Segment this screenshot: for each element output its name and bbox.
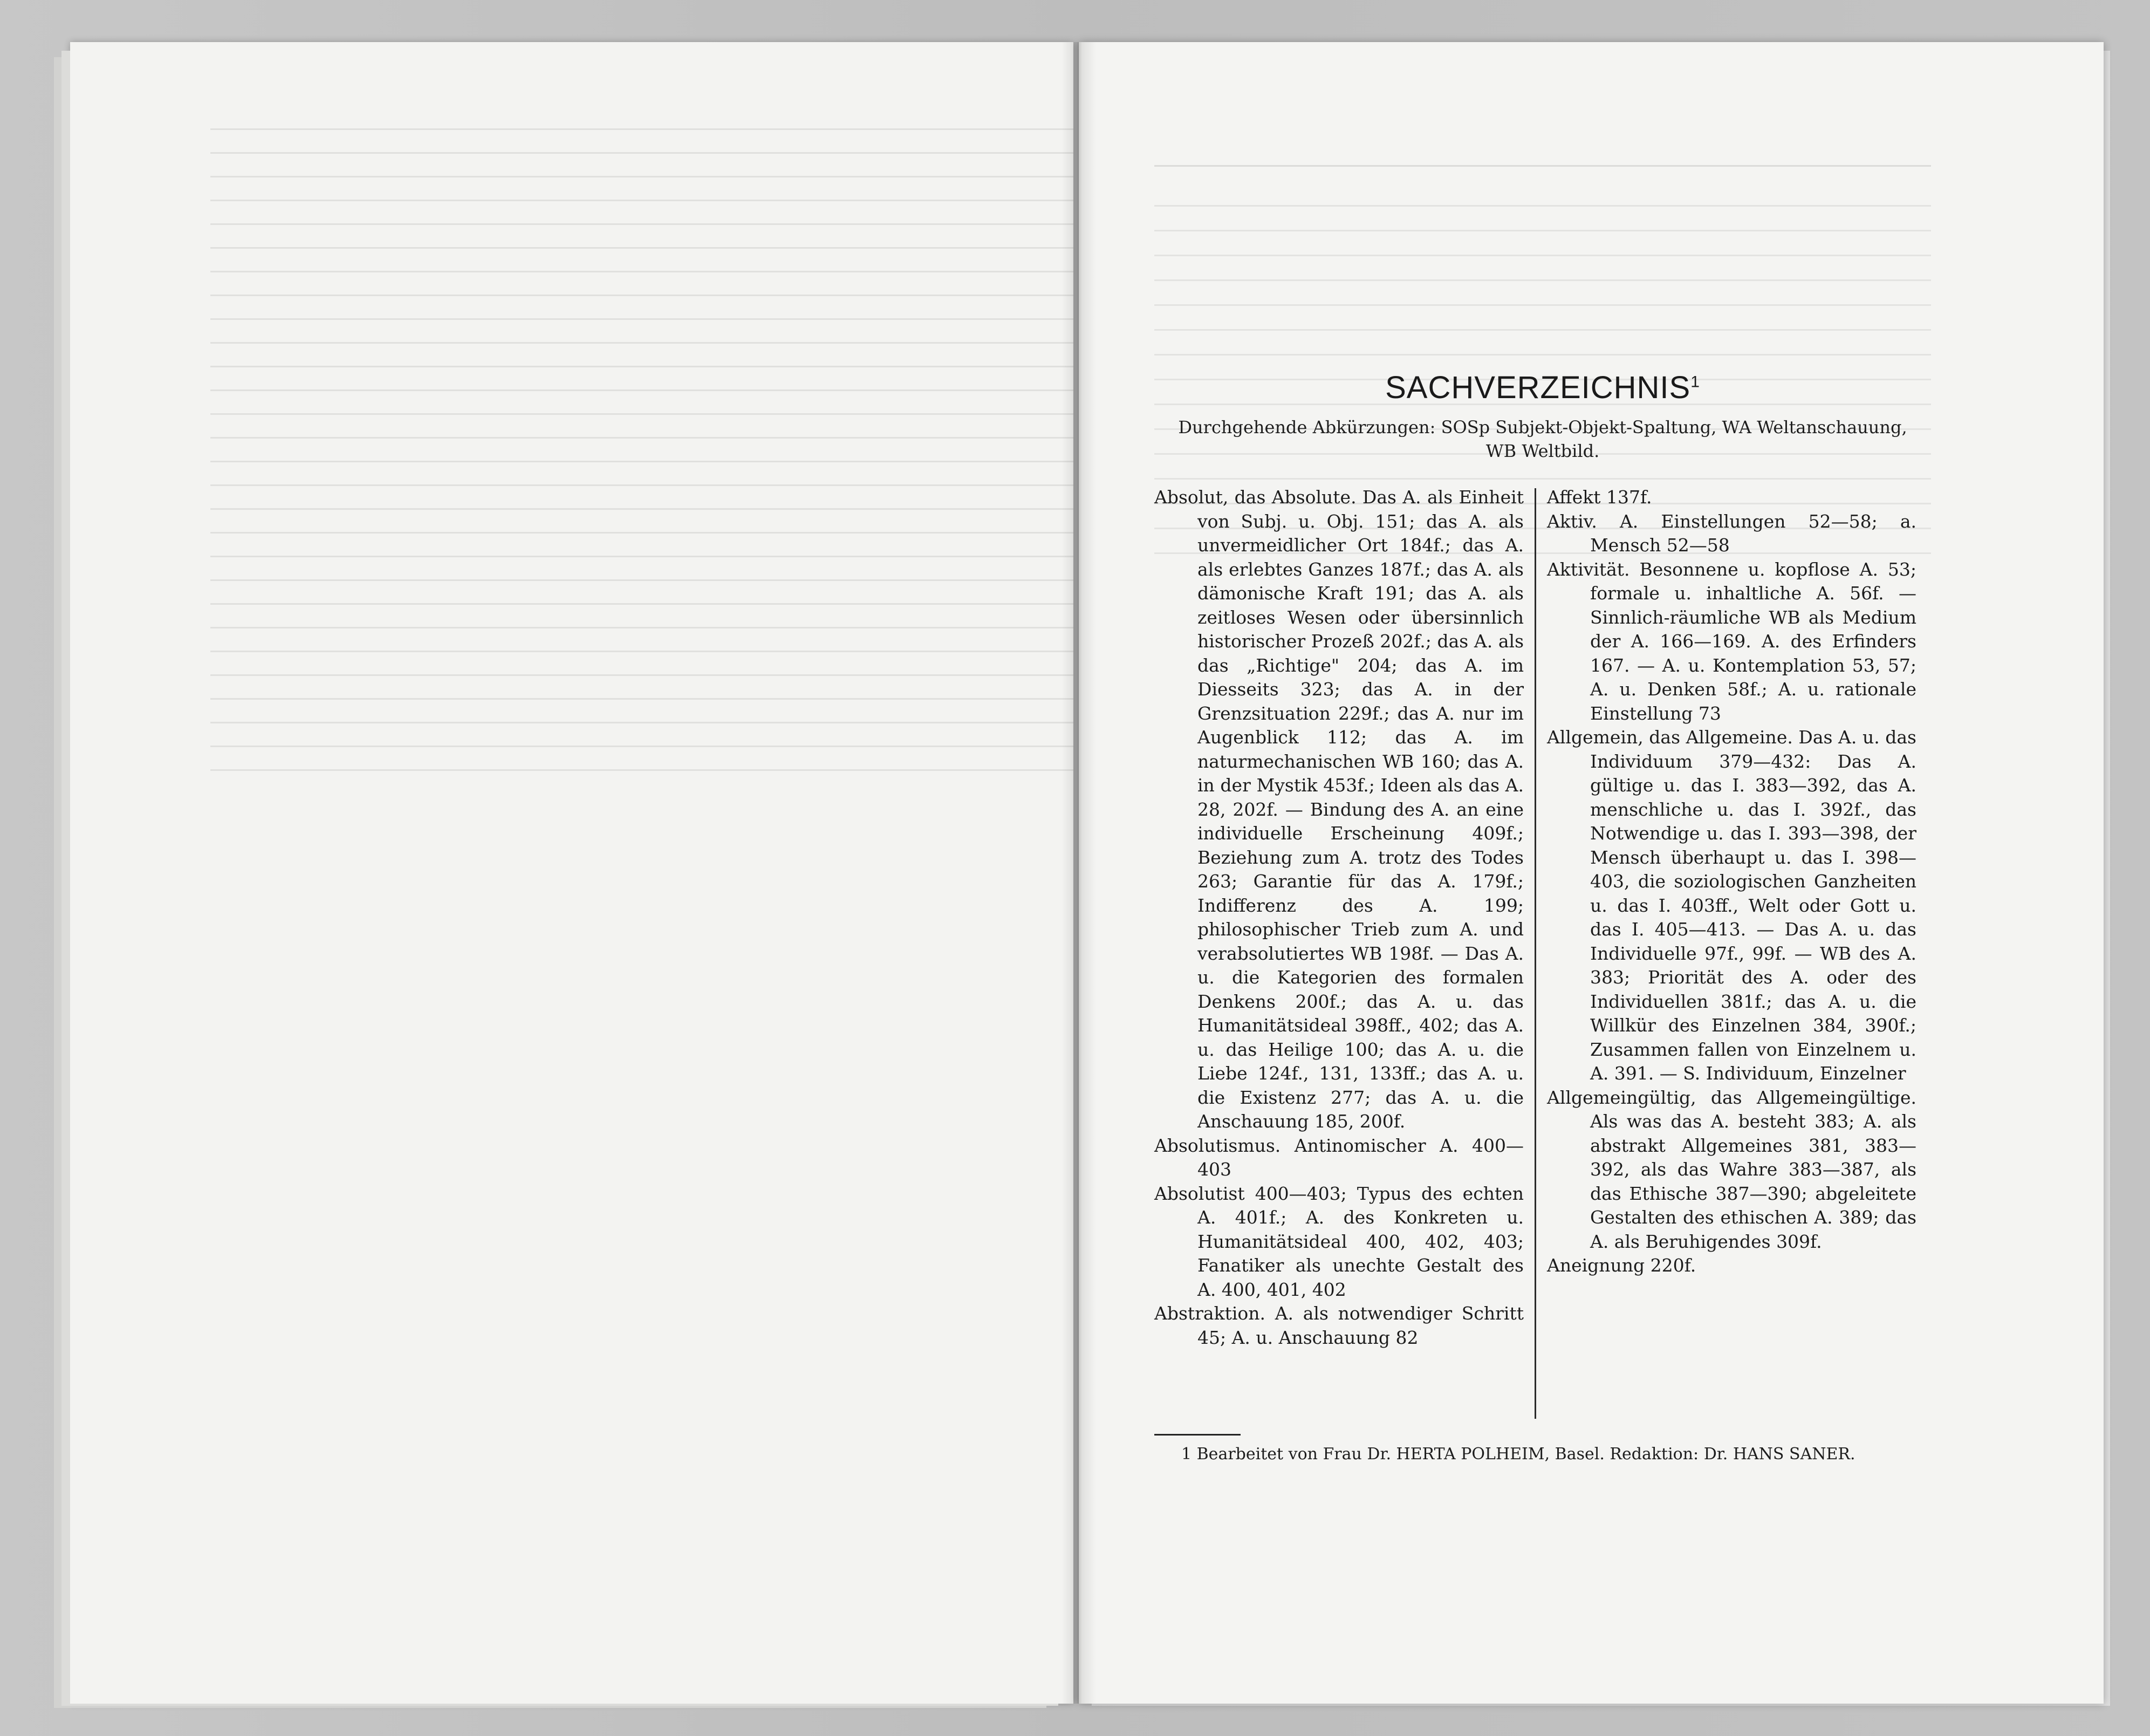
abbreviations-note <box>1154 415 1931 463</box>
left-page-blank <box>70 42 1073 1704</box>
index-entry: Allgemeingültig, das Allgemeingültige. Als was das A. besteht 383; A. als abstrakt Allgemeines 381, 383—392, als das Wahre 383—387, als das Ethische 387—390; abgeleitete Gestalten des ethischen A. 389; das A. als Beruhigendes 309f. <box>1547 1086 1916 1252</box>
title-footnote-mark: 1 <box>1690 373 1700 391</box>
bleed-through-text <box>210 128 1073 776</box>
footnote-rule <box>1154 1434 1241 1436</box>
index-entry: Absolutist 400—403; Typus des echten A. 401f.; A. des Konkreten u. Humanitätsideal 400, 402, 403; Fanatiker als unechte Gestalt des A. 400, 401, 402 <box>1154 1183 1524 1300</box>
book-gutter <box>1062 42 1096 1704</box>
index-column-left <box>1154 486 1524 1350</box>
index-entry: Allgemein, das Allgemeine. Das A. u. das Individuum 379—432: Das A. gültige u. das I. 383—392, das A. menschliche u. das I. 392f., das Notwendige u. das I. 393—398, der Mensch überhaupt u. das I. 398—403, die soziologischen Ganzheiten u. das I. 403ff., Welt oder Gott u. das I. 405—413. — Das A. u. das Individuelle 97f., 99f. — WB des A. 383; Priorität des A. oder des Individuellen 381f.; das A. u. die Willkür des Einzelnen 384, 390f.; Zusammen fallen von Einzelnem u. A. 391. — S. Individuum, Einzelner <box>1547 727 1916 1084</box>
page-title: SACHVERZEICHNIS$^1$ <box>1385 370 1700 405</box>
index-column-right <box>1547 486 1916 1278</box>
index-entry: Aneignung 220f. <box>1547 1255 1696 1276</box>
index-entry: Absolut, das Absolute. Das A. als Einheit von Subj. u. Obj. 151; das A. als unvermeidlicher Ort 184f.; das A. als erlebtes Ganzes 187f.; das A. als dämonische Kraft 191; das A. als zeitloses Wesen oder übersinnlich historischer Prozeß 202f.; das A. als das „Richtige" 204; das A. im Diesseits 323; das A. in der Grenzsituation 229f.; das A. nur im Augenblick 112; das A. im naturmechanischen WB 160; das A. in der Mystik 453f.; Ideen als das A. 28, 202f. — Bindung des A. an eine individuelle Erscheinung 409f.; Beziehung zum A. trotz des Todes 263; Garantie für das A. 179f.; Indifferenz des A. 199; philosophischer Trieb zum A. und verabsolutiertes WB 198f. — Das A. u. die Kategorien des formalen Denkens 200f.; das A. u. das Humanitätsideal 398ff., 402; das A. u. das Heilige 100; das A. u. die Liebe 124f., 131, 133ff.; das A. u. die Existenz 277; das A. u. die Anschauung 185, 200f. <box>1154 487 1524 1132</box>
index-entry: Aktiv. A. Einstellungen 52—58; a. Mensch 52—58 <box>1547 510 1916 556</box>
index-entry: Aktivität. Besonnene u. kopflose A. 53; formale u. inhaltliche A. 56f. — Sinnlich-räumliche WB als Medium der A. 166—169. A. des Erfinders 167. — A. u. Kontemplation 53, 57; A. u. Denken 58f.; A. u. rationale Einstellung 73 <box>1547 558 1916 724</box>
bleed-through-running-head <box>1154 146 1931 167</box>
footnote-text: Bearbeitet von Frau Dr. HERTA POLHEIM, Basel. Redaktion: Dr. HANS SANER. <box>1196 1445 1855 1464</box>
index-entry: Affekt 137f. <box>1547 487 1652 508</box>
abbreviations-line: WB Weltbild. <box>1485 441 1600 461</box>
footnote-mark: 1 <box>1181 1445 1192 1464</box>
index-entry: Absolutismus. Antinomischer A. 400—403 <box>1154 1134 1524 1180</box>
abbreviations-line: Durchgehende Abkürzungen: SOSp Subjekt-Objekt-Spaltung, WA Weltanschauung, <box>1178 417 1907 438</box>
index-entry: Abstraktion. A. als notwendiger Schritt 45; A. u. Anschauung 82 <box>1154 1303 1524 1348</box>
footnote <box>1181 1444 1936 1465</box>
column-divider <box>1535 488 1536 1419</box>
